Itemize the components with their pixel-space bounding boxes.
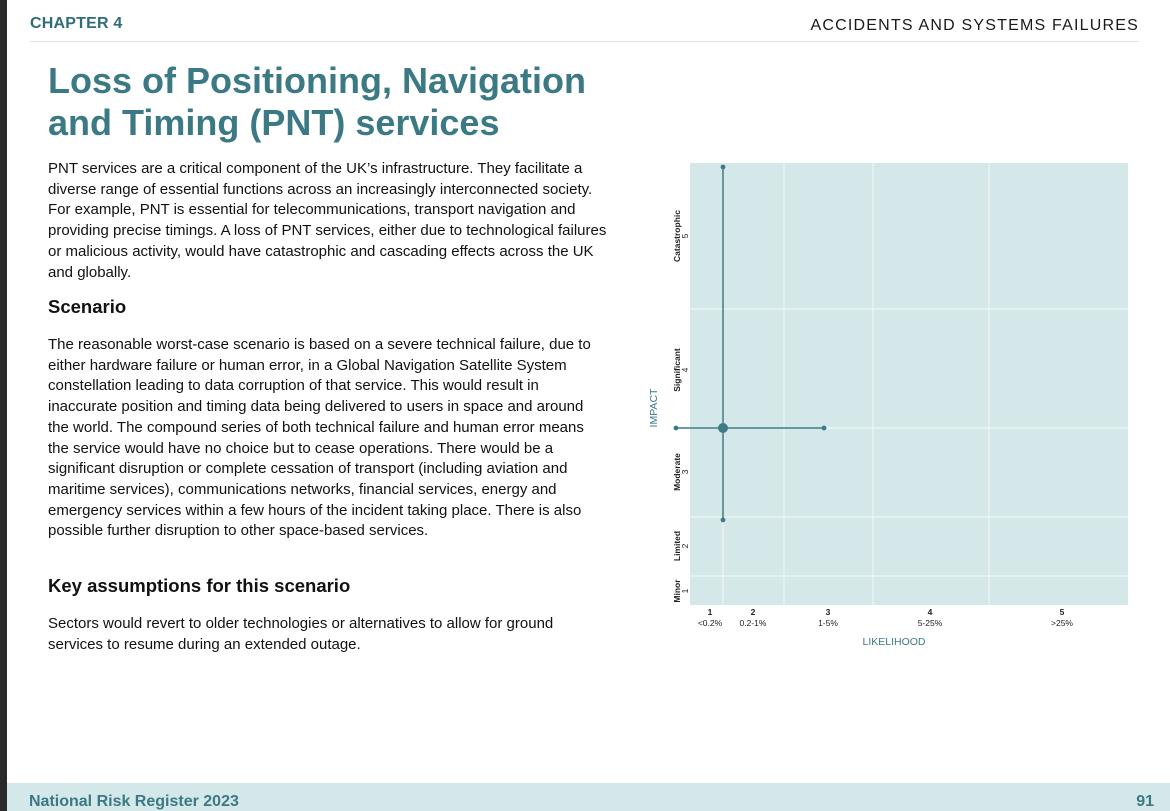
page-title-line-2: and Timing (PNT) services [48,102,500,143]
x-tick-number: 2 [750,607,756,617]
y-axis-ticks [672,210,690,603]
assumptions-paragraph: Sectors would revert to older technologies or alternatives to allow for ground services to resume during an extended outage. [48,615,554,653]
x-axis-ticks [698,607,1074,628]
document-page [7,0,1170,811]
risk-matrix-chart [627,150,1147,660]
y-tick-number: 1 [680,588,690,594]
chapter-label: CHAPTER 4 [30,15,123,32]
x-tick-range: <0.2% [697,618,723,628]
y-tick-number: 5 [680,233,690,239]
x-tick-range: 0.2-1% [739,618,767,628]
y-axis-title: IMPACT [648,388,660,428]
x-tick-range: 1-5% [818,618,838,628]
x-tick-range: >25% [1051,618,1073,628]
scenario-heading: Scenario [48,296,127,317]
y-tick-label: Catastrophic [672,210,682,262]
x-tick-number: 5 [1059,607,1065,617]
header-divider [30,41,1139,42]
page-title-line-1: Loss of Positioning, Navigation [48,60,587,101]
y-tick-number: 3 [680,469,690,475]
x-axis-title: LIKELIHOOD [862,636,926,648]
x-tick-number: 4 [927,607,933,617]
scenario-paragraph: The reasonable worst-case scenario is based on a severe technical failure, due to either hardware failure or human error, in a Global Navigation Satellite System constellation leading to data corruption of that service. This would result in inaccurate position and timing data being delivered to users in space and around the world. The compound series of both technical failure and human error means the service would have no choice but to cease operations. There would be a significant disruption or complete cessation of transport (including aviation and maritime services), communications networks, financial services, energy and emergency services within a few hours of the incident taking place. There is also possible further disruption to other space-based services. [48,336,591,540]
assumptions-heading: Key assumptions for this scenario [48,575,351,596]
likelihood-range-min-dot [674,426,679,431]
y-tick-number: 4 [680,367,690,373]
impact-range-max-dot [721,165,726,170]
publication-name: National Risk Register 2023 [29,793,239,810]
x-tick-range: 5-25% [917,618,943,628]
intro-paragraph: PNT services are a critical component of the UK’s infrastructure. They facilitate a diverse range of essential functions across an increasingly interconnected society. For example, PNT is essential for telecommunications, transport navigation and providing precise timings. A loss of PNT services, either due to technological failures or malicious activity, would have catastrophic and cascading effects across the UK and globally. [48,160,607,281]
x-tick-number: 1 [707,607,713,617]
risk-assessment-point [718,423,728,433]
page-title [48,60,608,144]
section-title: ACCIDENTS AND SYSTEMS FAILURES [810,17,1139,34]
y-tick-label: Limited [672,530,682,562]
impact-range-min-dot [721,518,726,523]
likelihood-range-max-dot [822,426,827,431]
page-number: 91 [1136,793,1154,810]
page-footer [7,783,1170,811]
chart-plot-area [690,163,1128,605]
y-tick-label: Moderate [672,453,682,491]
x-tick-number: 3 [825,607,831,617]
y-tick-label: Significant [672,348,682,392]
y-tick-number: 2 [680,543,690,549]
y-tick-label: Minor [672,579,682,603]
